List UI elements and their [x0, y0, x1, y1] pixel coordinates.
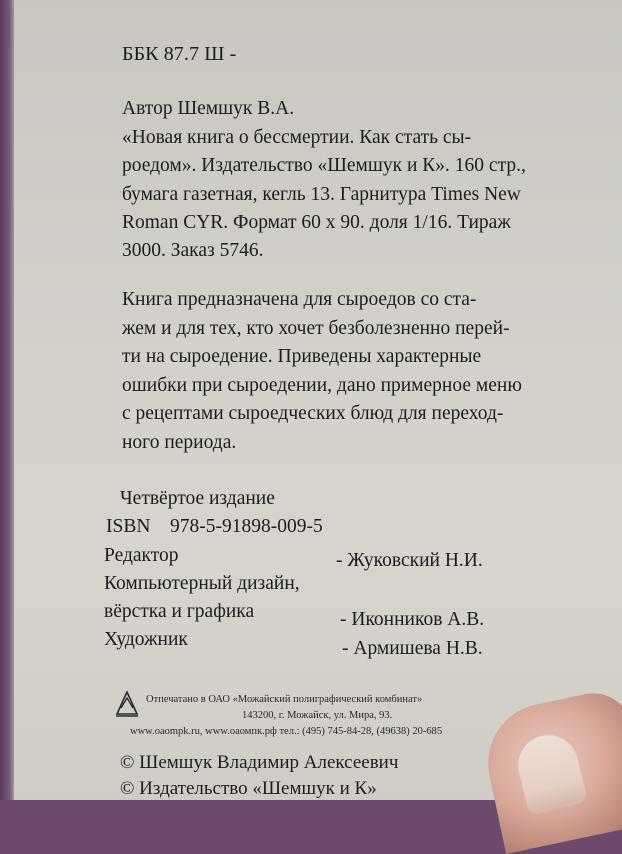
isbn-value: 978-5-91898-009-5 [170, 516, 323, 537]
abstract-line: жем и для тех, кто хочет безболезненно перей- [122, 318, 510, 339]
abstract-line: ного периода. [122, 432, 237, 453]
abstract-line: ти на сыроедение. Приведены характерные [122, 346, 482, 367]
editor-name: - Жуковский Н.И. [336, 550, 483, 571]
copyright-line: © Издательство «Шемшук и К» [120, 778, 377, 799]
design-role-line-1: Компьютерный дизайн, [104, 573, 300, 594]
imprint-line: Roman CYR. Формат 60 х 90. доля 1/16. Тираж [122, 212, 511, 233]
imprint-line: Автор Шемшук В.А. [122, 98, 295, 119]
bbk-code: ББК 87.7 Ш - [122, 43, 237, 65]
artist-role: Художник [104, 629, 188, 650]
printer-line: Отпечатано в ОАО «Можайский полиграфический комбинат» [146, 694, 423, 705]
printer-line: 143200, г. Можайск, ул. Мира, 93. [242, 710, 393, 721]
imprint-line: роедом». Издательство «Шемшук и К». 160 стр., [122, 155, 526, 176]
design-role-line-2: вёрстка и графика [104, 601, 255, 622]
imprint-line: бумага газетная, кегль 13. Гарнитура Times New [122, 184, 521, 205]
abstract-line: ошибки при сыроедении, дано примерное меню [122, 375, 522, 396]
editor-role: Редактор [104, 545, 179, 566]
isbn-label: ISBN [106, 516, 151, 537]
edition-label: Четвёртое издание [120, 488, 275, 509]
artist-name: - Армишева Н.В. [342, 638, 483, 659]
design-name: - Иконников А.В. [340, 609, 485, 630]
book-page [14, 0, 622, 800]
imprint-line: 3000. Заказ 5746. [122, 240, 264, 261]
abstract-line: Книга предназначена для сыроедов со ста- [122, 289, 477, 310]
abstract-line: с рецептами сыроедческих блюд для переход- [122, 403, 504, 424]
printer-line: www.oaompk.ru, www.оаомпк.рф тел.: (495) 745-84-28, (49638) 20-685 [130, 726, 443, 737]
copyright-line: © Шемшук Владимир Алексеевич [120, 752, 399, 773]
printer-logo-icon [114, 688, 140, 718]
imprint-line: «Новая книга о бессмертии. Как стать сы- [122, 127, 472, 148]
